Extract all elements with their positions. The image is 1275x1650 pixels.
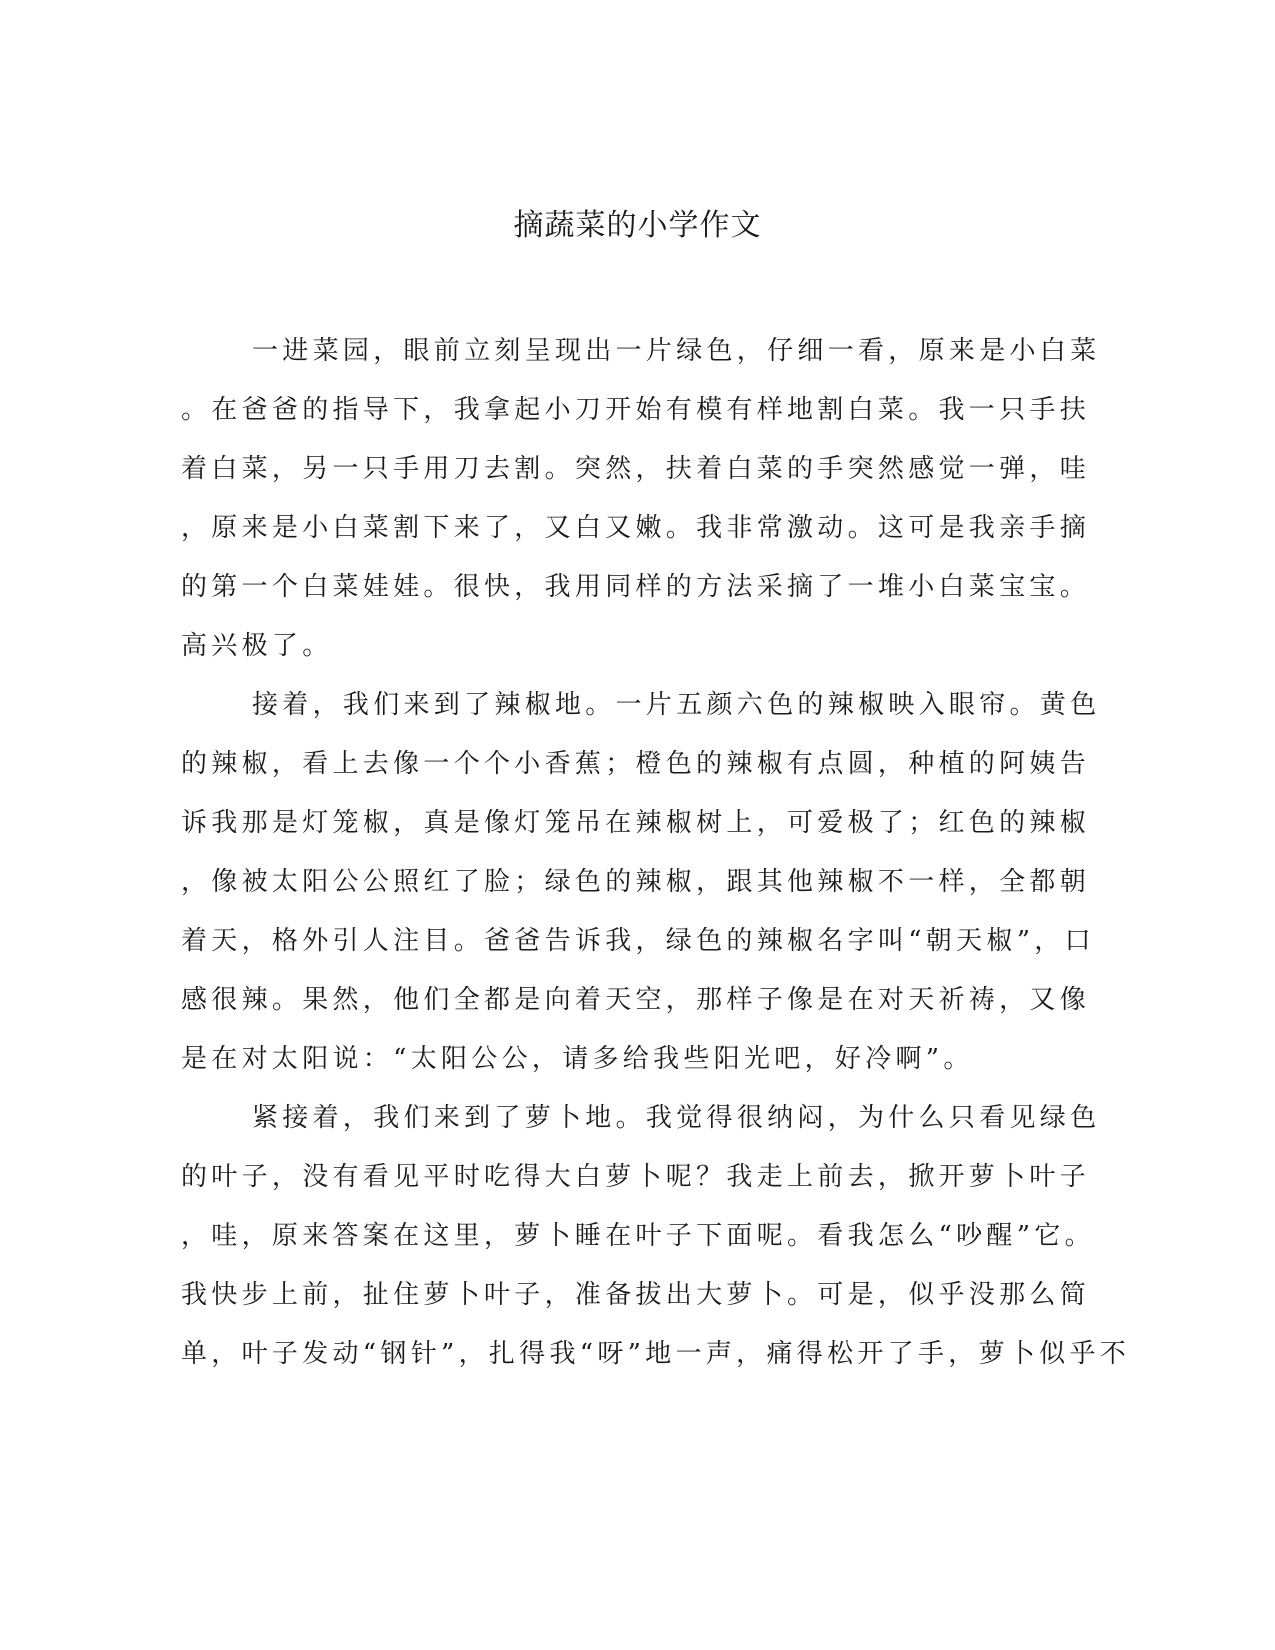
document-title: 摘蔬菜的小学作文 xyxy=(513,208,762,243)
body-line-9: 诉我那是灯笼椒，真是像灯笼吊在辣椒树上，可爱极了；红色的辣椒 xyxy=(181,808,1091,838)
body-line-5: 的第一个白菜娃娃。很快，我用同样的方法采摘了一堆小白菜宝宝。 xyxy=(181,572,1091,602)
document-body xyxy=(181,322,1131,1384)
body-line-2: 。在爸爸的指导下，我拿起小刀开始有模有样地割白菜。我一只手扶 xyxy=(181,395,1091,425)
body-line-17: 我快步上前，扯住萝卜叶子，准备拔出大萝卜。可是，似乎没那么简 xyxy=(181,1280,1091,1310)
body-line-11: 着天，格外引人注目。爸爸告诉我，绿色的辣椒名字叫“朝天椒”，口 xyxy=(181,926,1095,956)
body-line-14: 紧接着，我们来到了萝卜地。我觉得很纳闷，为什么只看见绿色 xyxy=(252,1103,1101,1133)
body-line-8: 的辣椒，看上去像一个个小香蕉；橙色的辣椒有点圆，种植的阿姨告 xyxy=(181,749,1091,779)
body-line-1: 一进菜园，眼前立刻呈现出一片绿色，仔细一看，原来是小白菜 xyxy=(252,336,1101,366)
body-line-10: ，像被太阳公公照红了脸；绿色的辣椒，跟其他辣椒不一样，全都朝 xyxy=(181,867,1091,897)
body-line-4: ，原来是小白菜割下来了，又白又嫩。我非常激动。这可是我亲手摘 xyxy=(181,513,1091,543)
body-line-15: 的叶子，没有看见平时吃得大白萝卜呢？我走上前去，掀开萝卜叶子 xyxy=(181,1162,1091,1192)
body-line-6: 高兴极了。 xyxy=(181,631,333,661)
body-line-7: 接着，我们来到了辣椒地。一片五颜六色的辣椒映入眼帘。黄色 xyxy=(252,690,1101,720)
body-line-16: ，哇，原来答案在这里，萝卜睡在叶子下面呢。看我怎么“吵醒”它。 xyxy=(181,1221,1095,1251)
body-line-12: 感很辣。果然，他们全都是向着天空，那样子像是在对天祈祷，又像 xyxy=(181,985,1091,1015)
body-line-13: 是在对太阳说：“太阳公公，请多给我些阳光吧，好冷啊”。 xyxy=(181,1044,974,1074)
body-line-3: 着白菜，另一只手用刀去割。突然，扶着白菜的手突然感觉一弹，哇 xyxy=(181,454,1091,484)
body-line-18: 单，叶子发动“钢针”，扎得我“呀”地一声，痛得松开了手，萝卜似乎不 xyxy=(181,1339,1131,1369)
